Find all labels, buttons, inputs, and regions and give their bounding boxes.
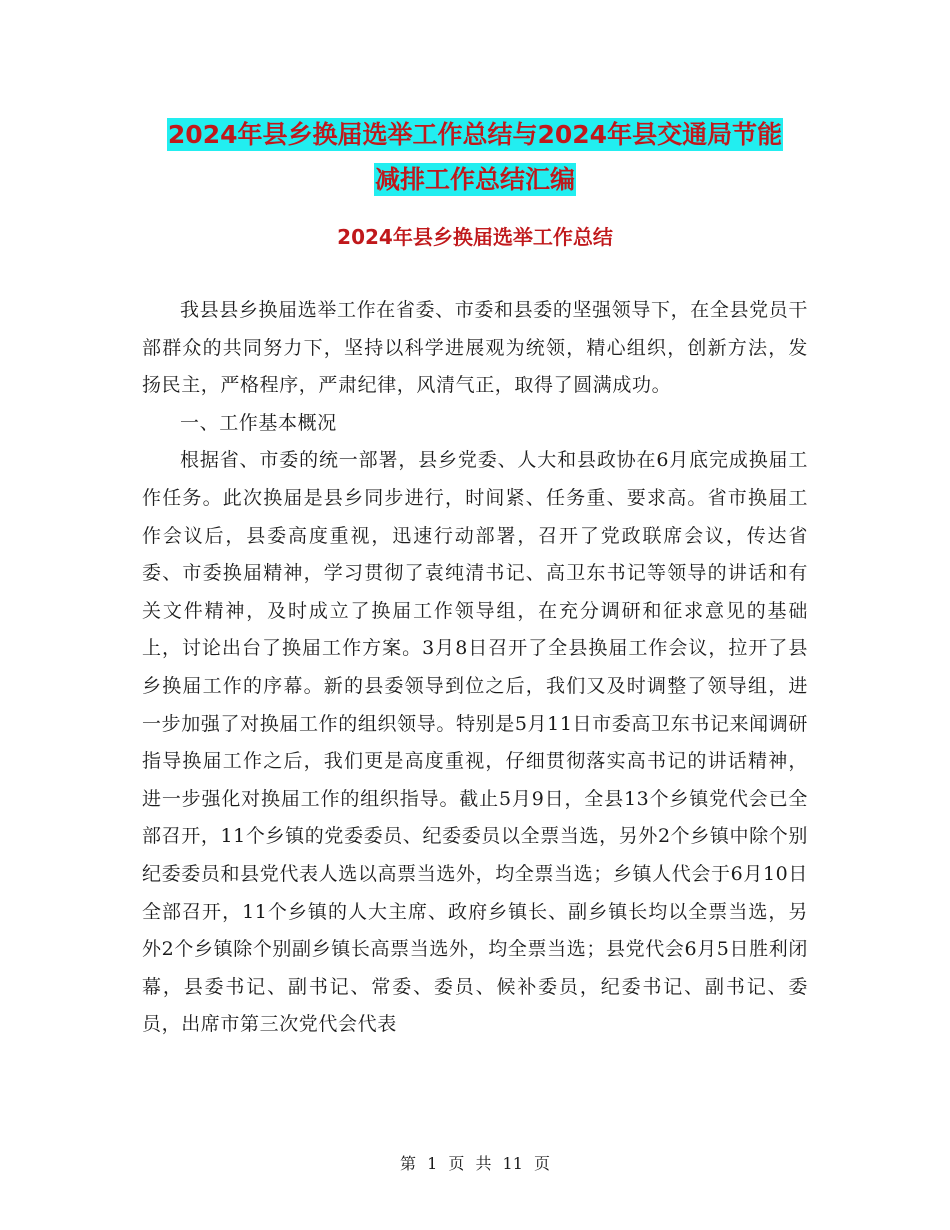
document-title — [0, 112, 950, 202]
title-highlight-2: 减排工作总结汇编 — [374, 165, 575, 194]
document-body — [142, 292, 808, 1044]
section-title: 2024年县乡换届选举工作总结 — [337, 225, 613, 249]
paragraph-overview: 根据省、市委的统一部署，县乡党委、人大和县政协在6月底完成换届工作任务。此次换届是县乡同步进行，时间紧、任务重、要求高。省市换届工作会议后，县委高度重视，迅速行动部署，召开了党政联席会议，传达省委、市委换届精神，学习贯彻了袁纯清书记、高卫东书记等领导的讲话和有关文件精神，及时成立了换届工作领导组，在充分调研和征求意见的基础上，讨论出台了换届工作方案。3月8日召开了全县换届工作会议，拉开了县乡换届工作的序幕。新的县委领导到位之后，我们又及时调整了领导组，进一步加强了对换届工作的组织领导。特别是5月11日市委高卫东书记来闻调研指导换届工作之后，我们更是高度重视，仔细贯彻落实高书记的讲话精神，进一步强化对换届工作的组织指导。截止5月9日，全县13个乡镇党代会已全部召开，11个乡镇的党委委员、纪委委员以全票当选，另外2个乡镇中除个别纪委委员和县党代表人选以高票当选外，均全票当选；乡镇人代会于6月10日全部召开，11个乡镇的人大主席、政府乡镇长、副乡镇长均以全票当选，另外2个乡镇除个别副乡镇长高票当选外，均全票当选；县党代会6月5日胜利闭幕，县委书记、副书记、常委、委员、候补委员，纪委书记、副书记、委员，出席市第三次党代会代表 — [142, 449, 808, 1036]
section-heading: 一、工作基本概况 — [180, 411, 337, 434]
page-footer: 第 1 页 共 11 页 — [400, 1154, 550, 1173]
title-line-1 — [0, 112, 950, 157]
title-line-2 — [0, 157, 950, 202]
title-highlight-1: 2024年县乡换届选举工作总结与2024年县交通局节能 — [167, 120, 783, 149]
paragraph-intro: 我县县乡换届选举工作在省委、市委和县委的坚强领导下，在全县党员干部群众的共同努力下，坚持以科学进展观为统领，精心组织，创新方法，发扬民主，严格程序，严肃纪律，风清气正，取得了圆满成功。 — [142, 299, 808, 397]
